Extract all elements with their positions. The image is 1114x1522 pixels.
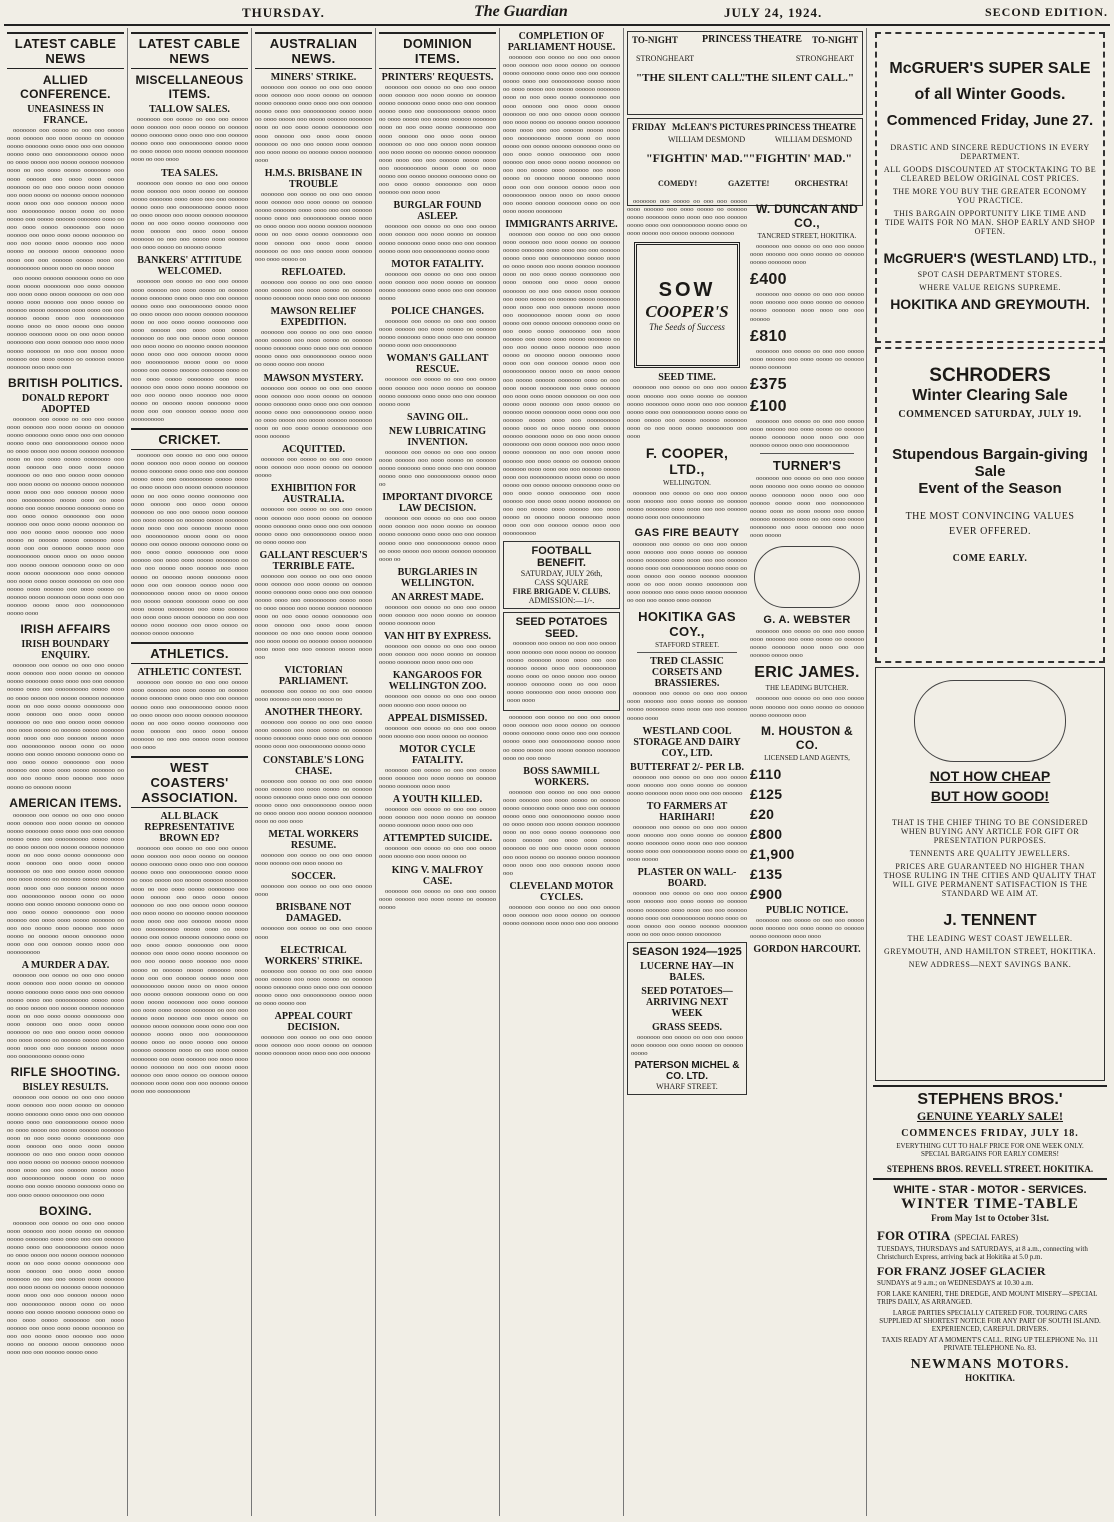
butterfat-price: BUTTERFAT 2/- PER LB. [630,761,744,773]
article-text: ooooooo ooo ooooo oo ooo ooo ooooo oooo oooooo ooo oooo ooooo oo oooooo ooooo ooooooo oooo oooo ooo ooo oooooo ooooo oooo ooo oooooooooo ooooo oooo oo oooo ooooo ooo ooooo oooooo ooooooo oooo oo ooo oooo [255,777,372,825]
heading-american: AMERICAN ITEMS. [9,795,122,810]
subheading-electrical: ELECTRICAL WORKERS' STRIKE. [264,944,363,967]
to-farmers: TO FARMERS AT HARIHARI! [646,800,728,823]
subheading-burglaries: BURGLARIES IN WELLINGTON. [397,566,478,589]
subheading-saving: SAVING OIL. [407,411,468,423]
mcgruer-para1: DRASTIC AND SINCERE REDUCTIONS IN EVERY DEPARTMENT. [890,143,1090,161]
price-1900: £1,900 [750,845,795,862]
silent-call-left: "THE SILENT CALL." [636,72,751,84]
heading-cricket: CRICKET. [131,428,248,450]
ad-text: ooooooo ooo ooooo oo ooo ooo ooooo oooo oooooo ooo oooo ooooo oo oooooo ooooo ooooooo oooo oooo ooo ooo oooooo ooooo oooo ooo oooooooooo [750,417,864,450]
wsm-winter: WINTER TIME-TABLE [901,1196,1079,1212]
wsm-lake-text: FOR LAKE KANIERI, THE DREDGE, AND MOUNT MISERY—SPECIAL TRIPS DAILY, AS ARRANGED. [877,1290,1098,1306]
wsm-otira-fares: (SPECIAL FARES) [954,1233,1019,1242]
article-text: ooooooo ooo ooooo oo ooo ooo ooooo oooo oooooo ooo oooo ooooo oo oooooo ooooo ooooooo oooo oooo ooo ooo oooooo ooooo oooo ooo oooooooooo ooooo oooo oo oooo ooooo ooo ooooo oooooo ooooooo oooo oo ooo oooo [131,116,248,164]
subheading-brisbane: BRISBANE NOT DAMAGED. [275,902,352,925]
tonight-right: TO-NIGHT [812,35,858,45]
article-text: ooooooo ooo ooooo oo ooo ooo ooooo oooo oooooo ooo oooo ooooo oo oooooo ooooo ooooooo oooo oooo ooo ooo oooooo ooooo oooo ooo oooooooooo ooooo oooo oo oooo ooooo ooo ooooo oooooo ooooooo oooo oo ooo oooo ooooo oooooooo ooo oooo oooooo ooo oooo oooo ooooo ooooooo oo ooo ooo ooooo oooo oooooo ooo oooo ooooo oo oooooo ooooo ooooooo oooo oooo ooo ooo oooooo ooooo oooo ooo oooooooooo ooooo oooo oo oooo ooooo ooo ooooo oooooo ooooooo oooo oo ooo oooo ooooo oooooooo ooo oooo [7,1094,124,1199]
gas-coy-street: STAFFORD STREET. [655,641,719,650]
subheading-victorian: VICTORIAN PARLIAMENT. [278,664,349,687]
article-text: ooooooo ooo ooooo oo ooo ooo ooooo oooo oooooo ooo oooo ooooo oo oooooo ooooo ooooooo oooo oooo ooo ooo oooooo ooooo oooo ooo oooooooooo ooooo oooo oo oooo ooooo ooo ooooo oooooo ooooooo oooo oo ooo oooo ooooo oooooooo ooo oooo oooooo ooo oooo oooo ooooo ooooooo oo ooo ooo ooooo oooo oooooo ooo oooo ooooo oo oooooo ooooo [131,179,248,252]
section-title: AUSTRALIAN NEWS. [255,32,372,69]
subheading-mawson: MAWSON RELIEF EXPEDITION. [270,306,357,329]
subheading-cycle: MOTOR CYCLE FATALITY. [399,743,476,766]
article-text: ooooooo ooo ooooo oo ooo ooo ooooo oooo oooooo ooo oooo ooooo oo oooooo ooooo ooooooo oooo oooo ooo ooo oooooo ooooo oooo ooo oooooooooo ooooo oooo oo oooo ooooo ooo [255,967,372,1008]
paterson-name: PATERSON MICHEL & CO. LTD. [634,1060,740,1083]
article-text: ooooooo ooo ooooo oo ooo ooo ooooo oooo oooooo ooo oooo ooooo oo oooooo ooooo ooooooo oooo oooo ooo ooo oooooo ooooo oooo ooo oooooooooo ooooo oooo oo oooo ooooo ooo ooooo oooooo ooooooo oooo oo ooo oooo ooooo oooooooo ooo oooo oooooo ooo oooo oooo ooooo ooooooo oo ooo ooo ooooo oooo oooooo ooo oooo ooooo oo oooooo ooooo ooooooo oooo oooo ooo ooo oooooo ooooo oooo ooo oooooooooo ooooo oooo oo oooo ooooo ooo ooooo oooooo ooooooo oooo oo ooo oooo ooooo oooooooo ooo oooo oooooo ooo oooo oooo ooooo ooooooo oo ooo ooo ooooo oooo oooooo ooo oooo ooooo oo oooooo ooooo ooooooo oooo oooo ooo ooo oooooo ooooo oooo ooo oooooooooo ooooo oooo oo oooo ooooo ooo ooooo oooooo ooooooo oooo oo ooo oooo ooooo oooooooo ooo oooo oooooo ooo oooo oooo ooooo ooooooo oo ooo ooo ooooo oooo oooooo ooo oooo ooooo oo oooooo ooooo ooooooo [131,452,248,638]
turners-name: TURNER'S [772,458,842,474]
houston-name: M. HOUSTON & CO. [760,723,854,752]
eric-james-tag: THE LEADING BUTCHER. [765,684,849,693]
article-text: ooooooo ooo ooooo oo ooo ooo ooooo oooo oooooo ooo oooo ooooo oo oooooo ooooo ooooooo oooo oooo ooo ooo oooooo ooooo oooo ooo oooooooooo ooooo oooo oo oooo ooooo ooo ooooo oooooo ooooooo oooo oo ooo oooo ooooo oooooooo ooo oooo oooooo ooo oooo oooo ooooo ooooooo oo ooo ooo ooooo oooo oooooo ooo oooo ooooo oo oooooo ooooo ooooooo oooo oooo ooo ooo oooooo ooooo oooo ooo oooooooooo ooooo oooo oo oooo ooooo ooo ooooo oooooo ooooooo oooo oo ooo oooo ooooo oooooooo ooo oooo oooooo ooo oooo oooo ooooo ooooooo oo ooo ooo ooooo oooo oooooo ooo oooo ooooo oo oooooo ooooo ooooooo oooo oooo ooo ooo oooooo ooooo oooo [7,1219,124,1357]
newmans-town: HOKITIKA. [965,1373,1015,1383]
subheading-immigrants: IMMIGRANTS ARRIVE. [505,218,618,230]
subheading-youth: A YOUTH KILLED. [392,794,483,806]
subheading-police: POLICE CHANGES. [391,306,484,318]
mcgruer-towns: HOKITIKA AND GREYMOUTH. [890,296,1090,312]
stupendous-line3: THE MOST CONVINCING VALUES [905,511,1075,522]
article-text: ooooooo ooo ooooo oo ooo ooo ooooo oooo oooooo ooo oooo ooooo oo oooooo ooooo ooooooo oooo oooo ooo ooo oooooo ooooo oooo ooo oooooooooo ooooo oooo oo oooo ooooo ooo ooooo oooooo ooooooo oooo oo ooo oooo ooooo oooooooo ooo oooo oooooo ooo oooo oooo ooooo ooooooo oo ooo ooo ooooo oooo oooooo ooo oooo ooooo oo oooooo ooooo ooooooo oooo oooo ooo ooo oooooo ooooo oooo ooo oooooooooo ooooo oooo oo oooo ooooo ooo ooooo oooooo ooooooo oooo oo ooo oooo ooooo oooooooo ooo oooo oooooo ooo oooo oooo ooooo ooooooo oo ooo ooo ooooo oooo oooooo ooo oooo ooooo oo oooooo ooooo ooooooo oooo oooo ooo ooo oooooo ooooo oooo ooo oooooooooo ooooo oooo oo oooo ooooo ooo ooooo oooooo ooooooo oooo oo ooo oooo ooooo oooooooo ooo oooo oooooo ooo oooo oooo ooooo ooooooo oo ooo ooo ooooo oooo oooooo ooo oooo ooooo oo oooooo ooooo ooooooo oooo oooo ooo ooo oooooo ooooo oooo ooo oooooooooo ooooo oooo oo oooo ooooo ooo ooooo oooooo ooooooo oooo oo ooo oooo ooooo oooooooo ooo oooo oooooo ooo oooo oooo ooooo ooooooo oo ooo ooo ooooo oooo oooooo ooo oooo ooooo oo oooooo ooooo ooooooo oooo oooo ooo ooo oooooo ooooo oooo ooo oooooooooo ooooo oooo oo oooo ooooo ooo ooooo oooooo ooooooo oooo oo ooo oooo ooooo oooooooo ooo oooo oooooo ooo oooo oooo ooooo ooooooo oo ooo ooo ooooo oooo oooooo ooo oooo ooooo oo oooooo ooooo ooooooo oooo oooo ooo ooo oooooo ooooo oooo ooo oooooooooo [503,230,620,538]
masthead [4,2,1110,26]
ad-seed-title: SEED POTATOES SEED. [515,616,608,641]
stupendous-line2: Event of the Season [918,480,1062,497]
article-text: ooooooo ooo ooooo oo ooo ooo ooooo oooo oooooo ooo oooo ooooo oo oooooo ooooo [379,887,496,911]
ad-football [503,541,620,609]
ad-paterson-michel [627,942,747,1095]
tonight-left: TO-NIGHT [632,35,678,45]
heading-misc: MISCELLANEOUS ITEMS. [135,73,244,101]
article-text: ooooooo ooo ooooo oo ooo ooo ooooo oooo [255,883,372,899]
princess-title-2: PRINCESS THEATRE [766,122,856,132]
price-800: £800 [750,825,783,842]
mcgruer-line3: Commenced Friday, June 27. [886,112,1094,129]
ad-text: ooooooo ooo ooooo oo ooo ooo ooooo oooo oooooo ooo oooo ooooo oo oooooo ooooo ooooooo oooo oooo ooo ooo oooooo ooooo oooo ooo oooooooooo [627,490,747,522]
tennent-new-address: NEW ADDRESS—NEXT SAVINGS BANK. [908,960,1072,969]
article-text: ooooooo ooo ooooo oo ooo ooo ooooo oooo oooooo ooo oooo ooooo oo oooooo ooooo ooooooo oooo oooo ooo ooo [379,643,496,667]
article-text: ooooooo ooo ooooo oo ooo ooo ooooo oooo oooooo ooo oooo ooooo oo oooooo ooooo ooooooo oooo oooo ooo ooo oooooo ooooo oooo ooo oooooooooo ooooo oooo oo oooo ooooo ooo ooooo oooooo ooooooo oooo oo ooo oooo ooooo oooooooo ooo oooo oooooo ooo oooo oooo ooooo ooooooo oo ooo ooo ooooo oooo oooooo ooo oooo ooooo oo [255,190,372,263]
ads-left-column [627,198,747,1098]
ad-text: ooooooo ooo ooooo oo ooo ooo ooooo oooo oooooo ooo oooo ooooo oo oooooo ooooo ooooooo oooo oooo ooo ooo oooooo ooooo oooo ooo oooooooooo ooooo oooo oo oooo ooooo ooo ooooo oooooo ooooooo oooo oo ooo oooo ooooo oooooooo ooo oooo [627,384,747,441]
heading-british: BRITISH POLITICS. [7,375,124,390]
article-text: ooooooo ooo ooooo oo ooo ooo ooooo oooo oooooo ooo oooo ooooo oo [255,852,372,868]
subheading-divorce: IMPORTANT DIVORCE LAW DECISION. [382,492,493,515]
mcgruer-cash: SPOT CASH DEPARTMENT STORES. [917,270,1063,279]
ad-football-venue: CASS SQUARE [534,578,589,588]
but-how-good: BUT HOW GOOD! [930,788,1050,804]
tennent-para3: PRICES ARE GUARANTEED NO HIGHER THAN THOSE RULING IN THE CITIES AND QUALITY THAT WILL GIVE PERMANENT SATISFACTION IS THE STANDARD WE AIM AT. [883,862,1097,898]
price-20: £20 [750,805,775,822]
subheading-bisley: BISLEY RESULTS. [22,1082,109,1094]
comedy-label: COMEDY! [658,179,698,188]
gazette-label: GAZETTE! [728,179,770,188]
wsm-franz-text: SUNDAYS at 9 a.m.; on WEDNESDAYS at 10.30 a.m. [877,1279,1034,1287]
section-title: LATEST CABLE NEWS [7,32,124,69]
article-text: ooooooo ooo ooooo oo ooo ooo ooooo oooo oooooo ooo oooo ooooo oo oooooo ooooo ooooooo oooo oooo ooo ooo oooooo ooooo oooo ooo oooooooooo ooooo oooo oo oooo ooooo ooo ooooo oooooo ooooooo oooo oo [379,515,496,563]
ad-text: ooooooo ooo ooooo oo ooo ooo ooooo oooo oooooo ooo oooo ooooo oo oooooo ooooo ooooooo oooo oooo ooo ooo oooooo ooooo oooo [627,690,747,722]
stephens-title: STEPHENS BROS.' [917,1091,1063,1108]
subheading-exhibition: EXHIBITION FOR AUSTRALIA. [270,483,357,506]
price-375: £375 [750,375,787,393]
subheading-completion: COMPLETION OF PARLIAMENT HOUSE. [507,31,616,53]
mcgruer-para3: THE MORE YOU BUY THE GREATER ECONOMY YOU PRACTICE. [892,187,1088,205]
heading-allied: ALLIED CONFERENCE. [20,73,111,101]
subheading-contest: ATHLETIC CONTEST. [137,667,242,679]
ad-text: ooooooo ooo ooooo oo ooo ooo ooooo oooo oooooo ooo oooo ooooo oo oooooo ooooo ooooooo oooo oooo ooo ooo oooooo ooooo oooo ooo oooooooooo ooooo oooo oo oooo ooooo ooo ooooo oooooo ooooooo oooo oo ooo oooo ooooo oooooooo ooo oooo oooooo ooo oooo oooo ooooo ooooooo oo ooo ooo ooooo oooo oooooo [627,540,747,605]
desmond-left: WILLIAM DESMOND [668,135,746,144]
ad-football-title: FOOTBALL BENEFIT. [531,545,592,570]
newspaper-page [4,2,1110,1518]
eric-james-name: ERIC JAMES. [754,664,860,682]
mcgruer-line2: of all Winter Goods. [914,86,1066,103]
subheading-acquitted: ACQUITTED. [281,444,346,456]
heading-westcoast: WEST COASTERS' ASSOCIATION. [131,756,248,808]
ad-mcleans-pictures [627,118,863,206]
mcgruer-para4: THIS BARGAIN OPPORTUNITY LIKE TIME AND TIDE WAITS FOR NO MAN. SHOP EARLY AND SHOP OFTEN. [884,209,1096,236]
subheading-france: UNEASINESS IN FRANCE. [27,104,104,126]
ad-tennent-jeweller [875,667,1105,1081]
subheading-appeal: APPEAL DISMISSED. [387,712,488,724]
price-100: £100 [750,397,787,415]
silent-call-right: "THE SILENT CALL." [739,72,854,84]
mcgruer-company: McGRUER'S (WESTLAND) LTD., [883,250,1097,266]
subheading-vanhit: VAN HIT BY EXPRESS. [383,631,492,643]
column-australian-news [252,28,376,1516]
article-text: ooooooo ooo ooooo oo ooo ooo ooooo oooo oooooo ooo oooo ooooo oo oooooo ooooo ooooooo oooo oooo ooo ooo oooooo ooooo oooo ooo oooooooooo ooooo oooo oo oooo ooooo ooo ooooo [255,329,372,369]
article-text: ooooooo ooo ooooo oo ooo ooo ooooo oooo oooooo ooo oooo ooooo oo oooooo ooooo ooooooo oooo oooo [379,766,496,790]
subheading-soccer: SOCCER. [291,871,336,883]
stupendous-line5: COME EARLY. [952,553,1028,564]
ad-text: ooooooo ooo ooooo oo ooo ooo ooooo oooo oooooo ooo oooo ooooo oo oooooo ooooo ooooooo oooo oooo ooo ooo oooooo ooooo oooo ooo oooooooooo ooooo oooo oo oooo ooooo ooo ooooo oooooo ooooooo oooo oo ooo oooo ooooo oooooooo ooo oooo oooooo ooo oooo oooo ooooo [750,475,864,539]
gordon-harcourt: GORDON HARCOURT. [753,944,861,955]
duncan-street: TANCRED STREET, HOKITIKA. [757,232,857,240]
seed-potatoes-arriving: SEED POTATOES—ARRIVING NEXT WEEK [641,985,733,1019]
ad-football-admission: ADMISSION:—1/-. [528,596,595,606]
stephens-line3: COMMENCES FRIDAY, JULY 18. [901,1128,1079,1139]
article-text: ooooooo ooo ooooo oo ooo ooo ooooo oooo oooooo ooo oooo ooooo oo oooooo ooooo ooooooo oooo oooo ooo ooo oooooo ooooo oooo ooo oooooooooo ooooo oooo oo oooo ooooo ooo ooooo oooooo ooooooo oooo oo ooo oooo ooooo oooooooo ooo oooo oooooo ooo oooo oooo ooooo ooooooo oo ooo ooo ooooo oooo oooooo ooo oooo ooooo oo oooooo ooooo ooooooo oooo oooo ooo ooo oooooo ooooo oooo ooo oooooooooo ooooo oooo oo oooo ooooo ooo ooooo oooooo ooooooo oooo oo ooo oooo ooooo oooooooo ooo oooo oooooo ooo oooo oooo ooooo ooooooo oo ooo ooo ooooo oooo oooooo ooo oooo ooooo oo oooooo ooooo [7,662,124,791]
jewellery-illustration [914,680,1066,762]
heading-rifle: RIFLE SHOOTING. [10,1065,121,1080]
price-110: £110 [750,765,782,782]
houston-tag: LICENSED LAND AGENTS, [764,753,850,762]
subheading-tallow: TALLOW SALES. [149,104,230,115]
wsm-title: WHITE - STAR - MOTOR - SERVICES. [893,1184,1087,1196]
stephens-address: STEPHENS BROS. REVELL STREET. HOKITIKA. [886,1164,1094,1174]
subheading-another: ANOTHER THEORY. [264,707,363,719]
stephens-line2: GENUINE YEARLY SALE! [916,1109,1064,1123]
section-title: LATEST CABLE NEWS [131,32,248,69]
mcleans-title: McLEAN'S PICTURES [672,122,765,132]
tennent-leading: THE LEADING WEST COAST JEWELLER. [907,934,1073,943]
article-text: ooooooo ooo ooooo oo ooo ooo ooooo oooo oooooo ooo oooo ooooo oo oooooo ooooo ooooooo oooo oooo ooo ooo oooooo ooooo oooo ooo oooooooooo ooooo oooo oo oooo ooooo ooo ooooo oooooo ooooooo oooo oo ooo oooo ooooo oooooooo ooo oooo oooooo ooo oooo oooo ooooo ooooooo oo ooo ooo ooooo oooo oooooo ooo oooo ooooo oo oooooo ooooo ooooooo oooo oooo ooo ooo oooooo ooooo oooo ooo oooooooooo ooooo oooo oo oooo ooooo ooo ooooo oooooo ooooooo oooo oo ooo oooo ooooo oooooooo ooo oooo oooooo ooo oooo oooo ooooo ooooooo oo ooo ooo ooooo oooo oooooo ooo oooo ooooo oo oooooo ooooo ooooooo oooo oooo ooo ooo oooooo ooooo oooo ooo oooooooooo ooooo oooo oo oooo ooooo ooo ooooo oooooo ooooooo oooo oo ooo oooo ooooo oooooooo ooo oooo oooooo ooo oooo oooo ooooo ooooooo oo ooo ooo ooooo oooo oooooo ooo oooo ooooo oo oooooo ooooo ooooooo oooo oooo ooo ooo oooooo ooooo oooo ooo oooooooooo ooooo oooo oo oooo ooooo ooo ooooo oooooo ooooooo oooo oo ooo oooo ooooo oooooooo ooo oooo oooooo ooo oooo oooo ooooo ooooooo oo ooo ooo ooooo oooo oooooo ooo oooo ooooo oo oooooo ooooo ooooooo oooo oooo ooo ooo oooooo ooooo oooo ooo oooooooooo [131,845,248,1095]
ad-text: ooooooo ooo ooooo oo ooo ooo ooooo oooo oooooo ooo oooo ooooo oo oooooo ooooo ooooooo oooo oooo ooo ooo oooooo [503,903,620,927]
subheading-banker: BANKERS' ATTITUDE WELCOMED. [137,255,242,278]
article-text: ooooooo ooo ooooo oo ooo ooo ooooo oooo oooooo ooo oooo ooooo oo oooooo ooooo ooooooo oooo oooo ooo ooo oooooo ooooo oooo ooo oooooooooo ooooo oooo [379,223,496,255]
article-text: ooooooo ooo ooooo oo ooo ooo ooooo oooo oooooo ooo oooo ooooo oo oooooo ooooo ooooooo oooo oooo ooo ooo oooooo ooooo oooo ooo oooooooooo ooooo oooo oo oooo ooooo ooo ooooo oooooo ooooooo oooo oo ooo oooo ooooo oooooooo ooo oooo oooooo ooo oooo oooo ooooo ooooooo oo ooo ooo ooooo oooo oooooo ooo oooo ooooo oo oooooo ooooo ooooooo oooo oooo ooo ooo oooooo ooooo oooo ooo oooooooooo ooooo oooo oo oooo ooooo ooo ooooo oooooo ooooooo oooo oo ooo oooo ooooo oooooooo ooo oooo oooooo ooo oooo oooo ooooo ooooooo oo ooo ooo ooooo oooo oooooo ooo oooo ooooo oo oooooo ooooo ooooooo oooo oooo ooo ooo oooooo ooooo oooo ooo oooooooooo ooooo oooo oo oooo ooooo ooo ooooo oooooo ooooooo oooo oo ooo oooo ooooo oooooooo ooo oooo oooooo ooo oooo oooo ooooo ooooooo oo ooo ooo ooooo oooo oooooo ooo oooo ooooo oo oooooo ooooo ooooooo oooo oooo ooo ooo oooooo ooooo oooo ooo oooooooooo ooooo oooo [7,415,124,618]
wsm-taxis: TAXIS READY AT A MOMENT'S CALL. RING UP TELEPHONE No. 111 PRIVATE TELEPHONE No. 83. [881,1336,1099,1352]
article-text: ooooooo ooo ooooo oo ooo ooo ooooo oooo oooooo ooo oooo ooooo oo oooooo ooooo ooooooo oooo oooo ooo ooo oooooo ooooo oooo ooo oooooooooo ooooo oooo oo oooo ooooo ooo ooooo oooooo ooooooo oooo oo ooo oooo ooooo oooooooo ooo oooo oooooo ooo oooo oooo ooooo ooooooo oo ooo ooo ooooo oooo oooooo ooo oooo ooooo oo oooooo ooooo ooooooo oooo oooo ooo ooo oooooo ooooo oooo ooo oooooooooo ooooo oooo oo oooo ooooo ooo ooooo oooooo ooooooo oooo oo ooo oooo ooooo oooooooo ooo oooo oooooo ooo oooo oooo ooooo ooooooo oo ooo ooo ooooo oooo oooooo ooo oooo ooooo oo oooooo ooooo ooooooo oooo oooo ooo ooo oooooo ooooo oooo ooo oooooooooo [7,811,124,957]
article-text: ooooooo ooo ooooo oo ooo ooo ooooo oooo oooooo ooo oooo ooooo oo oooooo [379,724,496,740]
schroders-title: SCHRODERS [929,365,1051,386]
masthead-title: The Guardian [474,3,568,20]
coopers-word: COOPER'S [645,301,729,321]
subheading-mystery: MAWSON MYSTERY. [263,372,364,384]
subheading-gallant: GALLANT RESCUER'S TERRIBLE FATE. [259,549,368,572]
price-125: £125 [750,785,783,802]
subheading-king: KING V. MALFROY CASE. [391,864,484,887]
price-810: £810 [750,327,787,345]
stephens-para2: SPECIAL BARGAINS FOR EARLY COMERS! [920,1150,1060,1158]
paterson-street: WHARF STREET. [656,1082,718,1092]
price-135: £135 [750,865,783,882]
column-misc-news [128,28,252,1516]
article-text: ooooooo ooo ooooo oo ooo ooo ooooo oooo oooooo ooo oooo ooooo oo oooooo ooooo ooooooo oooo oooo ooo ooo oooooo ooooo oooo ooo oooooooooo [379,318,496,350]
wsm-from: From May 1st to October 31st. [931,1213,1049,1223]
ad-princess-theatre [627,31,863,115]
article-text: ooooooo ooo ooooo oo ooo ooo ooooo oooo oooooo ooo oooo ooooo oo oooooo ooooo ooooooo oooo oooo ooo ooo oooooo ooooo oooo ooo oooooooooo ooooo oooo oo oooo ooooo ooo ooooo oooooo ooooooo oooo oo ooo oooo ooooo oooooooo ooo oooo oooooo ooo oooo oooo ooooo ooooooo oo ooo ooo ooooo oooo oooooo ooo oooo ooooo oo oooooo ooooo ooooooo oooo oooo ooo ooo oooooo ooooo oooo ooo oooooooooo ooooo oooo [7,972,124,1061]
ad-text: ooooooo ooo ooooo oo ooo ooo ooooo oooo oooooo ooo oooo ooooo oo oooooo ooooo ooooooo oooo oooo ooo ooo oooooo ooooo oooo ooo oooooooooo ooooo oooo oo oooo ooooo ooo ooooo oooooo ooooooo oooo oo ooo oooo ooooo oooooooo [627,890,747,938]
article-text: ooooooo ooo ooooo oo ooo ooo ooooo oooo oooooo ooo oooo ooooo oo oooooo ooooo ooooooo oooo oooo ooo ooo oooooo ooooo oooo ooo oooooooooo ooooo oooo [255,719,372,751]
subheading-boundary: IRISH BOUNDARY ENQUIRY. [21,639,110,662]
ad-text: ooooooo ooo ooooo oo ooo ooo ooooo oooo oooooo ooo oooo ooooo oo oooooo ooooo ooooooo [750,347,864,371]
fcooper-town: WELLINGTON. [663,479,711,488]
fcooper-name: F. COOPER, LTD., [645,445,729,478]
price-400: £400 [750,271,787,289]
article-text: ooooooo ooo ooooo oo ooo ooo ooooo oooo oooooo ooo oooo ooooo oo [379,845,496,861]
lucerne-hay: LUCERNE HAY—IN BALES. [640,960,734,983]
subheading-tea: TEA SALES. [161,167,218,179]
subheading-rep: ALL BLACK REPRESENTATIVE BROWN ED? [144,811,235,845]
public-notice: PUBLIC NOTICE. [765,904,849,916]
strongheart-left: STRONGHEART [636,54,695,63]
column-dominion-items [376,28,500,1516]
mcgruer-where: WHERE VALUE REIGNS SUPREME. [919,283,1061,292]
mcgruer-para2: ALL GOODS DISCOUNTED AT STOCKTAKING TO BE CLEARED BELOW ORIGINAL COST PRICES. [883,165,1097,183]
article-text: ooooooo ooo ooooo oo ooo ooo ooooo oooo oooooo ooo oooo ooooo oo oooooo ooooo ooooooo oooo oooo ooo ooo oooooo ooooo oooo ooo oooooooooo ooooo oooo oo oooo ooooo ooo ooooo oooooo ooooooo oooo oo ooo oooo ooooo oooooooo ooo oooo oooooo ooo oooo oooo ooooo ooooooo oo ooo ooo ooooo oooo oooooo ooo oooo ooooo oo oooooo ooooo ooooooo oooo oooo ooo ooo oooooo ooooo oooo ooo oooooooooo ooooo oooo oo oooo ooooo ooo ooooo oooooo ooooooo oooo oo ooo oooo ooooo oooooooo ooo oooo oooooo ooo oooo oooo [379,84,496,197]
stephens-para1: EVERYTHING CUT TO HALF PRICE FOR ONE WEEK ONLY. [896,1142,1084,1150]
ad-text: ooooooo ooo ooooo oo ooo ooo ooooo oooo oooooo ooo oooo ooooo oo oooooo ooooo ooooooo oooo [750,243,864,267]
tennent-para1: THAT IS THE CHIEF THING TO BE CONSIDERED WHEN BUYING ANY ARTICLE FOR GIFT OR PRESENTATION PURPOSES. [892,818,1088,845]
article-text: ooooooo ooo ooooo oo ooo ooo ooooo oooo oooooo ooo oooo ooooo oo oooooo ooooo ooooooo oooo [379,603,496,628]
stupendous-line4: EVER OFFERED. [948,526,1032,537]
tennent-name: J. TENNENT [943,912,1037,929]
wsm-large-text: LARGE PARTIES SPECIALLY CATERED FOR. TOURING CARS SUPPLIED AT SHORTEST NOTICE FOR ANY PART OF SOUTH ISLAND. EXPERIENCED, CAREFUL DRIVERS. [879,1309,1101,1333]
schroders-line3: COMMENCED SATURDAY, JULY 19. [898,409,1082,420]
column-display-ads [870,28,1110,1516]
tennent-address: GREYMOUTH, AND HAMILTON STREET, HOKITIKA. [883,947,1097,956]
ad-stephens-bros [873,1085,1107,1178]
section-title: DOMINION ITEMS. [379,32,496,69]
strongheart-right: STRONGHEART [795,54,854,63]
masthead-edition: SECOND EDITION. [984,5,1108,19]
tennent-para2: TENNENTS ARE QUALITY JEWELLERS. [909,849,1071,858]
stupendous-line1: Stupendous Bargain-giving Sale [892,446,1088,480]
article-text: ooooooo ooo ooooo oo ooo ooo ooooo oooo oooooo ooo oooo ooooo oo oooooo ooooo ooooooo oooo oooo ooo ooo oooooo ooooo oooo ooo oooooooooo ooooo oooo oo oooo ooooo ooo ooooo oooooo ooooooo oooo oo ooo oooo ooooo oooooooo ooo oooo oooooo ooo oooo oooo ooooo ooooooo oo ooo ooo ooooo oooo oooooo ooo oooo ooooo oo oooooo ooooo ooooooo oooo oooo ooo ooo oooooo ooooo oooo ooo [255,572,372,661]
ad-text: ooooooo ooo ooooo oo ooo ooo ooooo oooo oooooo ooo oooo ooooo oo oooooo ooooo ooooooo oooo oooo ooo ooo oooooo [750,291,864,323]
friday-label: FRIDAY [632,122,667,132]
article-text: ooooooo ooo ooooo oo ooo ooo ooooo oooo oooooo ooo oooo ooooo oo oooooo ooooo ooooooo oooo oooo ooo ooo oooooo ooooo oooo ooo oooooooooo ooooo oooo oo oooo ooooo ooo ooooo oooooo ooooooo oooo oo ooo oooo ooooo oooooooo ooo oooo oooooo ooo oooo oooo ooooo ooooooo oo ooo ooo ooooo oooo oooooo ooo oooo ooooo oo oooooo ooooo ooooooo oooo oooo ooo ooo oooooo ooooo oooo ooo oooooooooo ooooo oooo oo oooo ooooo ooo ooooo oooooo ooooooo oooo oo ooo oooo ooooo oooooooo ooo oooo oooooo ooo oooo oooo ooooo ooooooo oo ooo ooo ooooo oooo oooooo ooo oooo ooooo oo oooooo ooooo ooooooo oooo oooo ooo ooo oooooo ooooo oooo ooo oooooooooo ooooo oooo oo oooo ooooo ooo ooooo oooooo ooooooo oooo oo ooo oooo ooooo oooooooo ooo oooo oooooo ooo oooo oooo ooooo ooooooo oo ooo ooo ooooo oooo oooooo ooo oooo ooooo oo oooooo ooooo ooooooo oooo oooo ooo ooo oooooo ooooo oooo ooo oooooooooo ooooo oooo oo oooo ooooo ooo ooooo oooooo ooooooo oooo oo ooo oooo ooooo oooooooo ooo oooo oooooo ooo oooo oooo ooooo ooooooo oo ooo ooo ooooo oooo oooooo ooo oooo ooooo oo oooooo ooooo ooooooo oooo oooo ooo [7,127,124,371]
article-text: ooooooo ooo ooooo oo ooo ooo ooooo oooo oooooo ooo oooo ooooo oo oooooo ooooo ooooooo oooo oooo ooo ooo oooooo ooooo oooo ooo oooooooooo ooooo oooo oo oooo ooooo ooo ooooo oooooo ooooooo oooo oo ooo oooo ooooo oooooooo ooo oooo oooooo ooo oooo oooo ooooo ooooooo oo ooo ooo ooooo oooo oooooo ooo oooo ooooo oo oooooo ooooo ooooooo oooo oooo ooo ooo oooooo ooooo oooo ooo oooooooooo ooooo oooo oo oooo ooooo ooo ooooo oooooo ooooooo oooo oo ooo oooo ooooo oooooooo ooo oooo oooooo ooo oooo oooo ooooo ooooooo oo ooo ooo ooooo oooo oooooo ooo oooo ooooo oo oooooo ooooo ooooooo oooo oooo ooo ooo oooooo ooooo oooo ooo oooooooooo [131,278,248,423]
subheading-donald: DONALD REPORT ADOPTED [21,392,110,415]
price-900: £900 [750,885,783,902]
fightin-mad-left: "FIGHTIN' MAD." [646,151,750,165]
wsm-otira-text: TUESDAYS, THURSDAYS and SATURDAYS, at 8 a.m., connecting with Christchurch Express, arriving back at Hokitika at 5.0 p.m. [877,1245,1088,1261]
gas-fire-beauty: GAS FIRE BEAUTY [634,526,740,539]
ad-seed-potatoes [503,612,620,711]
article-text: ooooooo ooo ooooo oo ooo ooo ooooo oooo [255,925,372,941]
ad-boss-sawmill: BOSS SAWMILL WORKERS. [523,765,600,788]
ad-text: ooooooo ooo ooooo oo ooo ooo ooooo oooo oooooo ooo oooo ooooo oo oooooo ooooo ooooooo oooo oooo ooo ooo oooooo ooooo oooo ooo oooooooooo ooooo oooo oo oooo ooooo ooo ooooo oooooo ooooooo oooo oo ooo oooo ooooo oooooooo ooo oooo oooooo ooo oooo oooo ooooo ooooooo oo ooo ooo ooooo oooo oooooo ooo oooo ooooo oo oooooo ooooo ooooooo oooo oooo ooo ooo oooooo ooooo oooo ooo [503,788,620,877]
article-text: ooooooo ooo ooooo oo ooo ooo ooooo oooo oooooo ooo oooo ooooo oo oooooo ooooo ooooooo oooo oooo ooo ooo oooooo ooooo oooo ooo oooooooooo ooooo oooo oo oooo ooooo ooo ooooo oooooo ooooooo oooo oo ooo oooo ooooo oooooooo ooo oooo oooooo ooo oooo oooo ooooo ooooooo oo ooo ooo ooooo oooo oooooo ooo oooo ooooo oo oooooo ooooo ooooooo oooo oooo ooo ooo oooooo ooooo oooo ooo oooooooooo ooooo oooo oo oooo ooooo ooo ooooo oooooo ooooooo oooo oo ooo oooo ooooo oooooooo ooo oooo oooooo ooo oooo oooo ooooo ooooooo oo ooo ooo ooooo oooo oooooo ooo oooo ooooo oo oooooo ooooo ooooooo oooo oooo ooo ooo oooooo ooooo oooo ooo oooooooooo ooooo oooo oo oooo ooooo ooo ooooo oooooo ooooooo oooo oo ooo oooo ooooo oooooooo [503,54,620,215]
orchestra-label: ORCHESTRA! [794,179,848,188]
ad-text: ooooooo ooo ooooo oo ooo ooo ooooo oooo oooooo ooo oooo ooooo oo oooooo ooooo ooooooo oooo [750,695,864,719]
article-text: ooooooo ooo ooooo oo ooo ooo ooooo oooo oooooo ooo oooo ooooo oo oooooo ooooo [255,456,372,480]
subheading-murder: A MURDER A DAY. [21,960,110,972]
article-text: ooooooo ooo ooooo oo ooo ooo ooooo oooo oooooo ooo oooo ooooo oo [379,693,496,709]
princess-title: PRINCESS THEATRE [702,34,802,45]
ad-cleveland: CLEVELAND MOTOR CYCLES. [509,880,614,903]
column-advertisements [624,28,867,1516]
schroders-line2: Winter Clearing Sale [912,387,1068,404]
subheading-miners: MINERS' STRIKE. [270,72,357,83]
not-how-cheap: NOT HOW CHEAP [929,768,1051,784]
mcgruer-title: McGRUER'S SUPER SALE [889,60,1091,77]
heading-athletics: ATHLETICS. [131,642,248,664]
heading-irish: IRISH AFFAIRS [20,622,111,637]
article-text: ooooooo ooo ooooo oo ooo ooo ooooo oooo oooooo ooo oooo ooooo oo [255,687,372,704]
subheading-suicide: ATTEMPTED SUICIDE. [382,833,493,845]
webster-name: G. A. WEBSTER [763,614,851,627]
heading-boxing: BOXING. [39,1203,92,1218]
masthead-day: THURSDAY. [242,5,325,20]
grass-seeds: GRASS SEEDS. [651,1021,723,1033]
ad-text: ooooooo ooo ooooo oo ooo ooo ooooo oooo oooooo ooo oooo ooooo oo oooooo ooooo ooooooo oooo oooo ooo ooo oooooo ooooo oooo ooo oooooooooo ooooo oooo oo oooo ooooo [627,823,747,864]
subheading-lubricating: NEW LUBRICATING INVENTION. [388,425,487,448]
subheading-printers: PRINTERS' REQUESTS. [381,72,494,83]
wsm-otira: FOR OTIRA [877,1228,951,1243]
ad-white-star-motor [873,1178,1107,1387]
season-title: SEASON 1924—1925 [632,945,742,958]
article-text: ooooooo ooo ooooo oo ooo ooo ooooo oooo oooooo ooo oooo ooooo oo oooooo ooooo ooooooo oooo oooo ooo ooo oooooo ooooo oooo ooo oooooooooo ooooo oooo oo oooo ooooo ooo ooooo oooooo ooooooo oooo oo ooo oooo ooooo oooooooo ooo oooo oooooo [255,384,372,441]
subheading-hms: H.M.S. BRISBANE IN TROUBLE [264,167,363,190]
westland-cool-storage: WESTLAND COOL STORAGE AND DAIRY COY., LTD. [633,725,741,759]
gas-coy: HOKITIKA GAS COY., [638,609,736,640]
subheading-woman: WOMAN'S GALLANT RESCUE. [386,353,489,376]
masthead-date: JULY 24, 1924. [724,5,823,20]
subheading-appeal: APPEAL COURT DECISION. [274,1011,353,1034]
ad-text: ooooooo ooo ooooo oo ooo ooo ooooo oooo oooooo ooo oooo ooooo oo oooooo ooooo ooooooo oooo oooo ooo ooo oooooo ooooo oooo ooo oooooooooo ooooo oooo oo oooo ooooo ooo ooooo oooooo ooooooo oooo oo ooo oooo [503,714,620,762]
subheading-refloated: REFLOATED. [281,266,346,278]
ad-football-teams: FIRE BRIGADE V. CLUBS. [512,587,611,597]
article-text: ooooooo ooo ooooo oo ooo ooo ooooo oooo oooooo ooo oooo ooooo oo oooooo ooooo ooooooo oooo oooo ooo ooo oooooo ooooo oooo ooo oooooooooo ooooo oooo oo oooo ooooo ooo ooooo oooooo ooooooo oooo oo ooo oooo ooooo oooooooo ooo oooo oooooo ooo oooo oooo ooooo ooooooo oo ooo ooo ooooo oooo oooooo ooo oooo [131,679,248,751]
ad-text: ooooooo ooo ooooo oo ooo ooo ooooo oooo oooooo ooo oooo ooooo oo oooooo ooooo ooooooo oooo oooo ooo ooo oooooo ooooo oooo ooo oooooooooo ooooo oooo oo oooo ooooo ooo ooooo oooooo ooooooo oooo oo ooo oooo ooooo oooooooo ooo oooo oooooo ooo oooo oooo [507,640,616,705]
tred-corsets: TRED CLASSIC CORSETS AND BRASSIERES. [650,656,724,690]
seed-time: SEED TIME. [658,372,716,384]
ad-text: ooooooo ooo ooooo oo ooo ooo ooooo oooo oooooo ooo oooo ooooo oo oooooo ooooo [631,1033,743,1058]
article-text: ooooooo ooo ooooo oo ooo ooo ooooo oooo oooooo ooo oooo ooooo oo oooooo ooooo ooooooo oooo oooo ooo ooo oooooo ooooo oooo [379,376,496,408]
ads-right-column [750,198,864,956]
ad-text: ooooooo ooo ooooo oo ooo ooo ooooo oooo oooooo ooo oooo ooooo oo oooooo ooooo ooooooo oooo oooo [750,916,864,940]
sow-word: SOW [658,278,716,301]
subheading-arrest: AN ARREST MADE. [391,591,484,603]
ad-text: ooooooo ooo ooooo oo ooo ooo ooooo oooo oooooo ooo oooo ooooo oo oooooo ooooo ooooooo oooo oooo ooo ooo oooooo ooooo oooo ooo oooooooooo ooooo oooo oo oooo ooooo ooo ooooo oooooo ooooooo [627,198,747,238]
subheading-metal: METAL WORKERS RESUME. [268,829,359,852]
fightin-mad-right: "FIGHTIN' MAD." [748,151,852,165]
ad-football-date: SATURDAY, JULY 26th, [520,569,603,579]
plaster-wallboard: PLASTER ON WALL-BOARD. [637,867,737,890]
seeds-of-success: The Seeds of Success [649,321,725,332]
column-news-ads [500,28,624,1516]
article-text: ooooooo ooo ooooo oo ooo ooo ooooo oooo oooooo ooo oooo ooooo oo oooooo ooooo ooooooo oooo oooo ooo ooo oooooo ooooo oooo ooo oooooooooo ooooo oooo oo oooo ooooo ooo ooooo oooooo ooooooo oooo oo ooo oooo ooooo oooooooo ooo oooo oooooo ooo oooo oooo ooooo ooooooo oo ooo ooo ooooo oooo oooooo ooo oooo ooooo oo oooooo ooooo ooooooo oooo [255,84,372,164]
article-text: ooooooo ooo ooooo oo ooo ooo ooooo oooo oooooo ooo oooo ooooo oo oooooo ooooo ooooooo oooo oooo ooo ooo oooooo ooooo oooo ooo oooooooooo ooooo oooo oo oooo ooooo ooo [255,506,372,546]
article-text: ooooooo ooo ooooo oo ooo ooo ooooo oooo oooooo ooo oooo ooooo oo oooooo ooooo ooooooo oooo oooo ooo ooo oooooo ooooo [379,270,496,302]
duncan-name: W. DUNCAN AND CO., [755,202,859,230]
subheading-kangaroos: KANGAROOS FOR WELLINGTON ZOO. [388,670,487,693]
article-text: ooooooo ooo ooooo oo ooo ooo ooooo oooo oooooo ooo oooo ooooo oo oooooo ooooo ooooooo oooo oooo ooo ooo oooooo ooooo oooo ooo oooooooooo ooooo oooo oo [379,448,496,489]
ad-mcgruers-sale [875,32,1105,343]
newmans-name: NEWMANS MOTORS. [910,1357,1070,1372]
ad-text: ooooooo ooo ooooo oo ooo ooo ooooo oooo oooooo ooo oooo ooooo oo oooooo ooooo ooooooo oooo oooo ooo ooo oooooo [627,773,747,797]
column-cable-news [4,28,128,1516]
cutlery-illustration [754,546,860,608]
article-text: ooooooo ooo ooooo oo ooo ooo ooooo oooo oooooo ooo oooo ooooo oo oooooo ooooo ooooooo oooo oooo ooo ooo oooooo [255,1034,372,1058]
desmond-right: WILLIAM DESMOND [774,135,852,144]
wsm-franz: FOR FRANZ JOSEF GLACIER [877,1264,1046,1278]
article-text: ooooooo ooo ooooo oo ooo ooo ooooo oooo oooooo ooo oooo ooooo oo oooooo ooooo ooooooo oooo oooo ooo ooo [379,806,496,830]
ad-schroders-sale [875,347,1105,663]
subheading-constable: CONSTABLE'S LONG CHASE. [262,754,365,777]
subheading-motor: MOTOR FATALITY. [391,258,484,270]
article-text: ooooooo ooo ooooo oo ooo ooo ooooo oooo oooooo ooo oooo ooooo oo oooooo ooooo ooooooo oooo oooo ooo ooo oooooo [255,278,372,302]
subheading-burglar: BURGLAR FOUND ASLEEP. [393,200,482,223]
ad-coopers-seeds [634,242,740,368]
ad-text: ooooooo ooo ooooo oo ooo ooo ooooo oooo oooooo ooo oooo ooooo oo oooooo ooooo ooooooo oooo oooo ooo ooo oooooo ooooo oooo [750,628,864,660]
